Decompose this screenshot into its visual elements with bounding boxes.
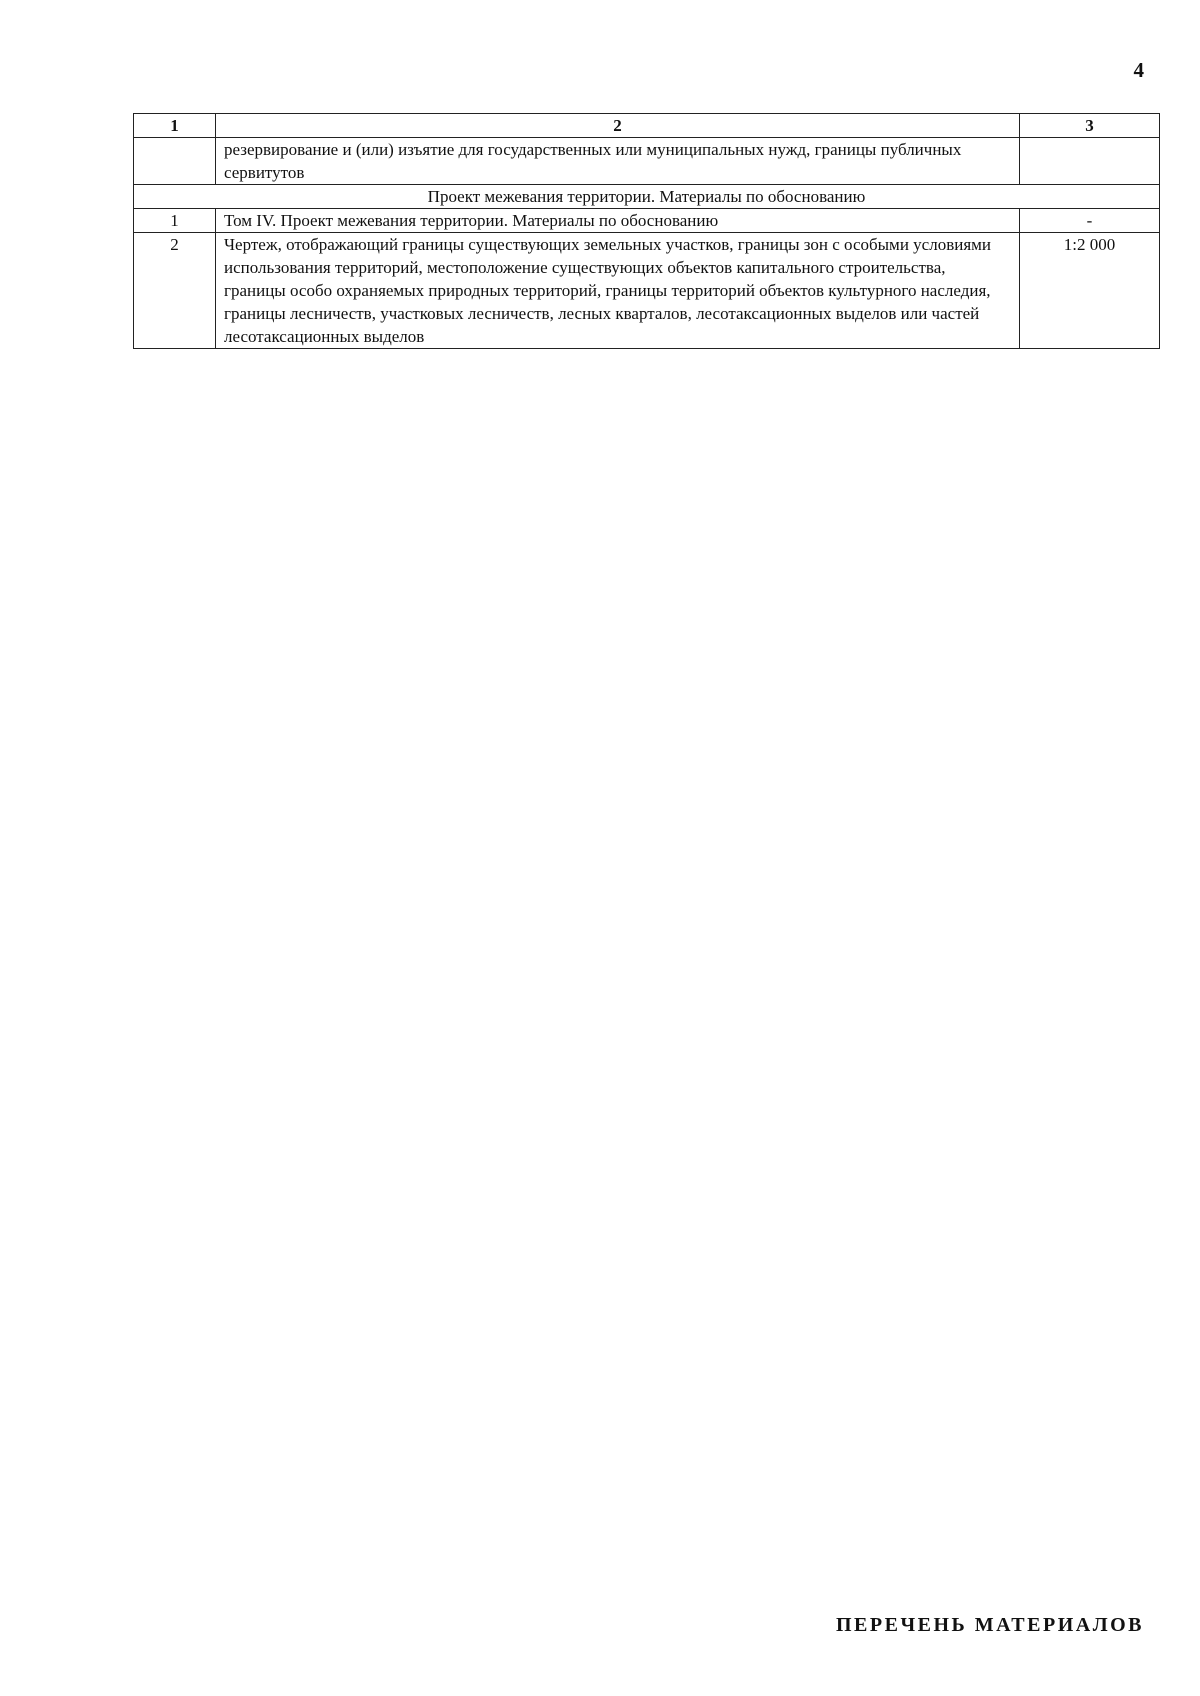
table-row	[134, 209, 1160, 233]
row-number: 1	[134, 209, 216, 233]
footer-title: ПЕРЕЧЕНЬ МАТЕРИАЛОВ	[835, 1614, 1144, 1636]
row-scale: 1:2 000	[1020, 233, 1160, 349]
row-scale: -	[1020, 209, 1160, 233]
row-name: Чертеж, отображающий границы существующих земельных участков, границы зон с особыми условиями использования территорий, местоположение существующих объектов капитального строительства, границы особо охраняемых природных территорий, границы территорий объектов культурного наследия, границы лесничеств, участковых лесничеств, лесных кварталов, лесотаксационных выделов или частей лесотаксационных выделов	[216, 233, 1020, 349]
section-header-row	[134, 185, 1160, 209]
column-header-scale: 3	[1020, 114, 1160, 138]
table-row-continuation	[134, 138, 1160, 185]
section-header: Проект межевания территории. Материалы по обоснованию	[134, 185, 1160, 209]
row-name: резервирование и (или) изъятие для государственных или муниципальных нужд, границы публичных сервитутов	[216, 138, 1020, 185]
page-number: 4	[1133, 58, 1144, 82]
table-row	[134, 233, 1160, 349]
table-header-row	[134, 114, 1160, 138]
materials-table	[133, 113, 1160, 349]
row-scale	[1020, 138, 1160, 185]
column-header-number: 1	[134, 114, 216, 138]
row-number	[134, 138, 216, 185]
column-header-name: 2	[216, 114, 1020, 138]
row-number: 2	[134, 233, 216, 349]
row-name: Том IV. Проект межевания территории. Материалы по обоснованию	[216, 209, 1020, 233]
